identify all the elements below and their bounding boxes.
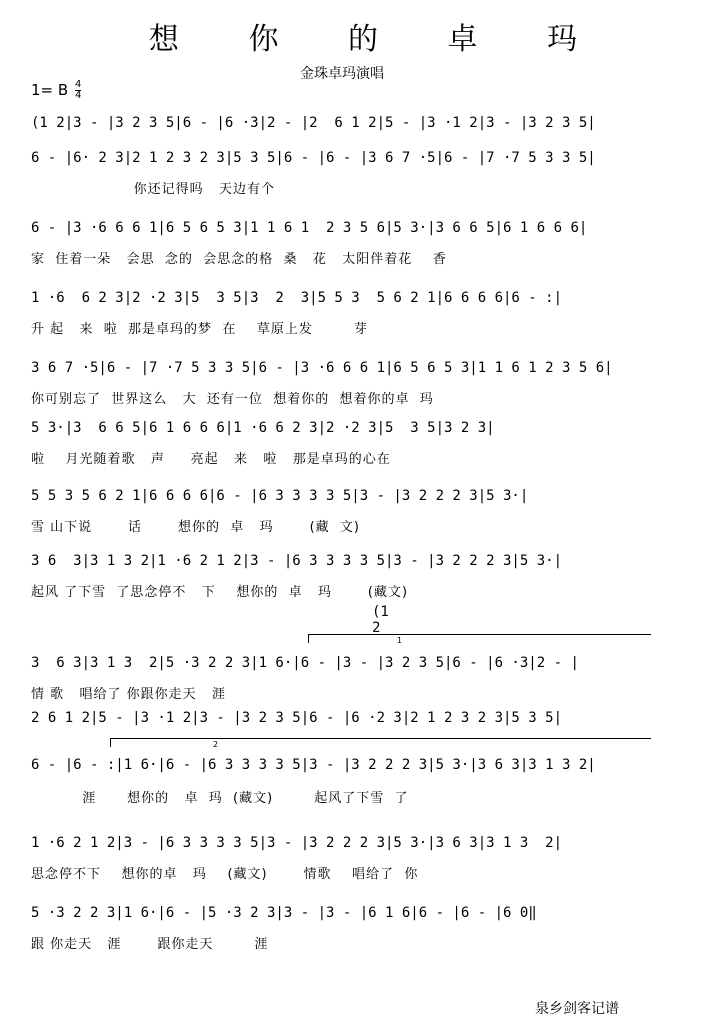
lyric-line-13: 跟 你走天 涯 跟你走天 涯	[31, 937, 269, 952]
transcriber-credit: 泉乡剑客记谱	[535, 1001, 619, 1017]
score-line-8: 3 6 3|3 1 3 2|1 ·6 2 1 2|3 - |6 3 3 3 3 5|3 - |3 2 2 2 3|5 3·|	[31, 553, 563, 569]
key-label: 1= B	[31, 81, 69, 99]
lyric-line-8: 起风 了下雪 了思念停不 下 想你的 卓 玛 (藏文)	[31, 585, 409, 600]
pickup-notes: (1 2	[372, 604, 389, 636]
score-line-6: 5 3·|3 6 6 5|6 1 6 6 6|1 ·6 6 2 3|2 ·2 3|5 3 5|3 2 3|	[31, 420, 495, 436]
song-title: 想 你 的 卓 玛	[148, 22, 608, 57]
score-line-2: 6 - |6· 2 3|2 1 2 3 2 3|5 3 5|6 - |6 - |3 6 7 ·5|6 - |7 ·7 5 3 3 5|	[31, 150, 596, 166]
score-line-11: 6 - |6 - :|1 6·|6 - |6 3 3 3 3 5|3 - |3 2 2 2 3|5 3·|3 6 3|3 1 3 2|	[31, 757, 596, 773]
score-line-1: (1 2|3 - |3 2 3 5|6 - |6 ·3|2 - |2 6 1 2|5 - |3 ·1 2|3 - |3 2 3 5|	[31, 115, 596, 131]
time-denominator: 4	[74, 90, 82, 101]
score-line-10: 2 6 1 2|5 - |3 ·1 2|3 - |3 2 3 5|6 - |6 ·2 3|2 1 2 3 2 3|5 3 5|	[31, 710, 563, 726]
time-numerator: 4	[74, 79, 82, 90]
song-subtitle: 金珠卓玛演唱	[300, 66, 384, 82]
lyric-line-3: 家 住着一朵 会思 念的 会思念的格 桑 花 太阳伴着花 香	[31, 252, 447, 267]
key-signature	[31, 80, 81, 101]
lyric-line-5: 你可别忘了 世界这么 大 还有一位 想着你的 想着你的卓 玛	[31, 392, 434, 407]
lyric-line-2: 你还记得吗 天边有个	[31, 182, 276, 197]
score-line-4: 1 ·6 6 2 3|2 ·2 3|5 3 5|3 2 3|5 5 3 5 6 2 1|6 6 6 6|6 - :|	[31, 290, 563, 306]
score-line-9: 3 6 3|3 1 3 2|5 ·3 2 2 3|1 6·|6 - |3 - |3 2 3 5|6 - |6 ·3|2 - |	[31, 655, 579, 671]
score-line-7: 5 5 3 5 6 2 1|6 6 6 6|6 - |6 3 3 3 3 5|3 - |3 2 2 2 3|5 3·|	[31, 488, 529, 504]
time-signature	[75, 80, 81, 101]
lyric-line-12: 思念停不下 想你的卓 玛 (藏文) 情歌 唱给了 你	[31, 867, 419, 882]
lyric-line-4: 升 起 来 啦 那是卓玛的梦 在 草原上发 芽	[31, 322, 368, 337]
lyric-line-7: 雪 山下说 话 想你的 卓 玛 (藏 文)	[31, 520, 360, 535]
score-line-3: 6 - |3 ·6 6 6 1|6 5 6 5 3|1 1 6 1 2 3 5 6|5 3·|3 6 6 5|6 1 6 6 6|	[31, 220, 588, 236]
lyric-line-11: 涯 想你的 卓 玛 (藏文) 起风了下雪 了	[31, 791, 409, 806]
lyric-line-9: 情 歌 唱给了 你跟你走天 涯	[31, 687, 227, 702]
score-line-13: 5 ·3 2 2 3|1 6·|6 - |5 ·3 2 3|3 - |3 - |6 1 6|6 - |6 - |6 0‖	[31, 905, 537, 921]
volta-bracket-1: 1	[308, 634, 651, 643]
volta-bracket-2: 2	[110, 738, 651, 747]
score-line-12: 1 ·6 2 1 2|3 - |6 3 3 3 3 5|3 - |3 2 2 2 3|5 3·|3 6 3|3 1 3 2|	[31, 835, 563, 851]
score-line-5: 3 6 7 ·5|6 - |7 ·7 5 3 3 5|6 - |3 ·6 6 6 1|6 5 6 5 3|1 1 6 1 2 3 5 6|	[31, 360, 613, 376]
lyric-line-6: 啦 月光随着歌 声 亮起 来 啦 那是卓玛的心在	[31, 452, 391, 467]
